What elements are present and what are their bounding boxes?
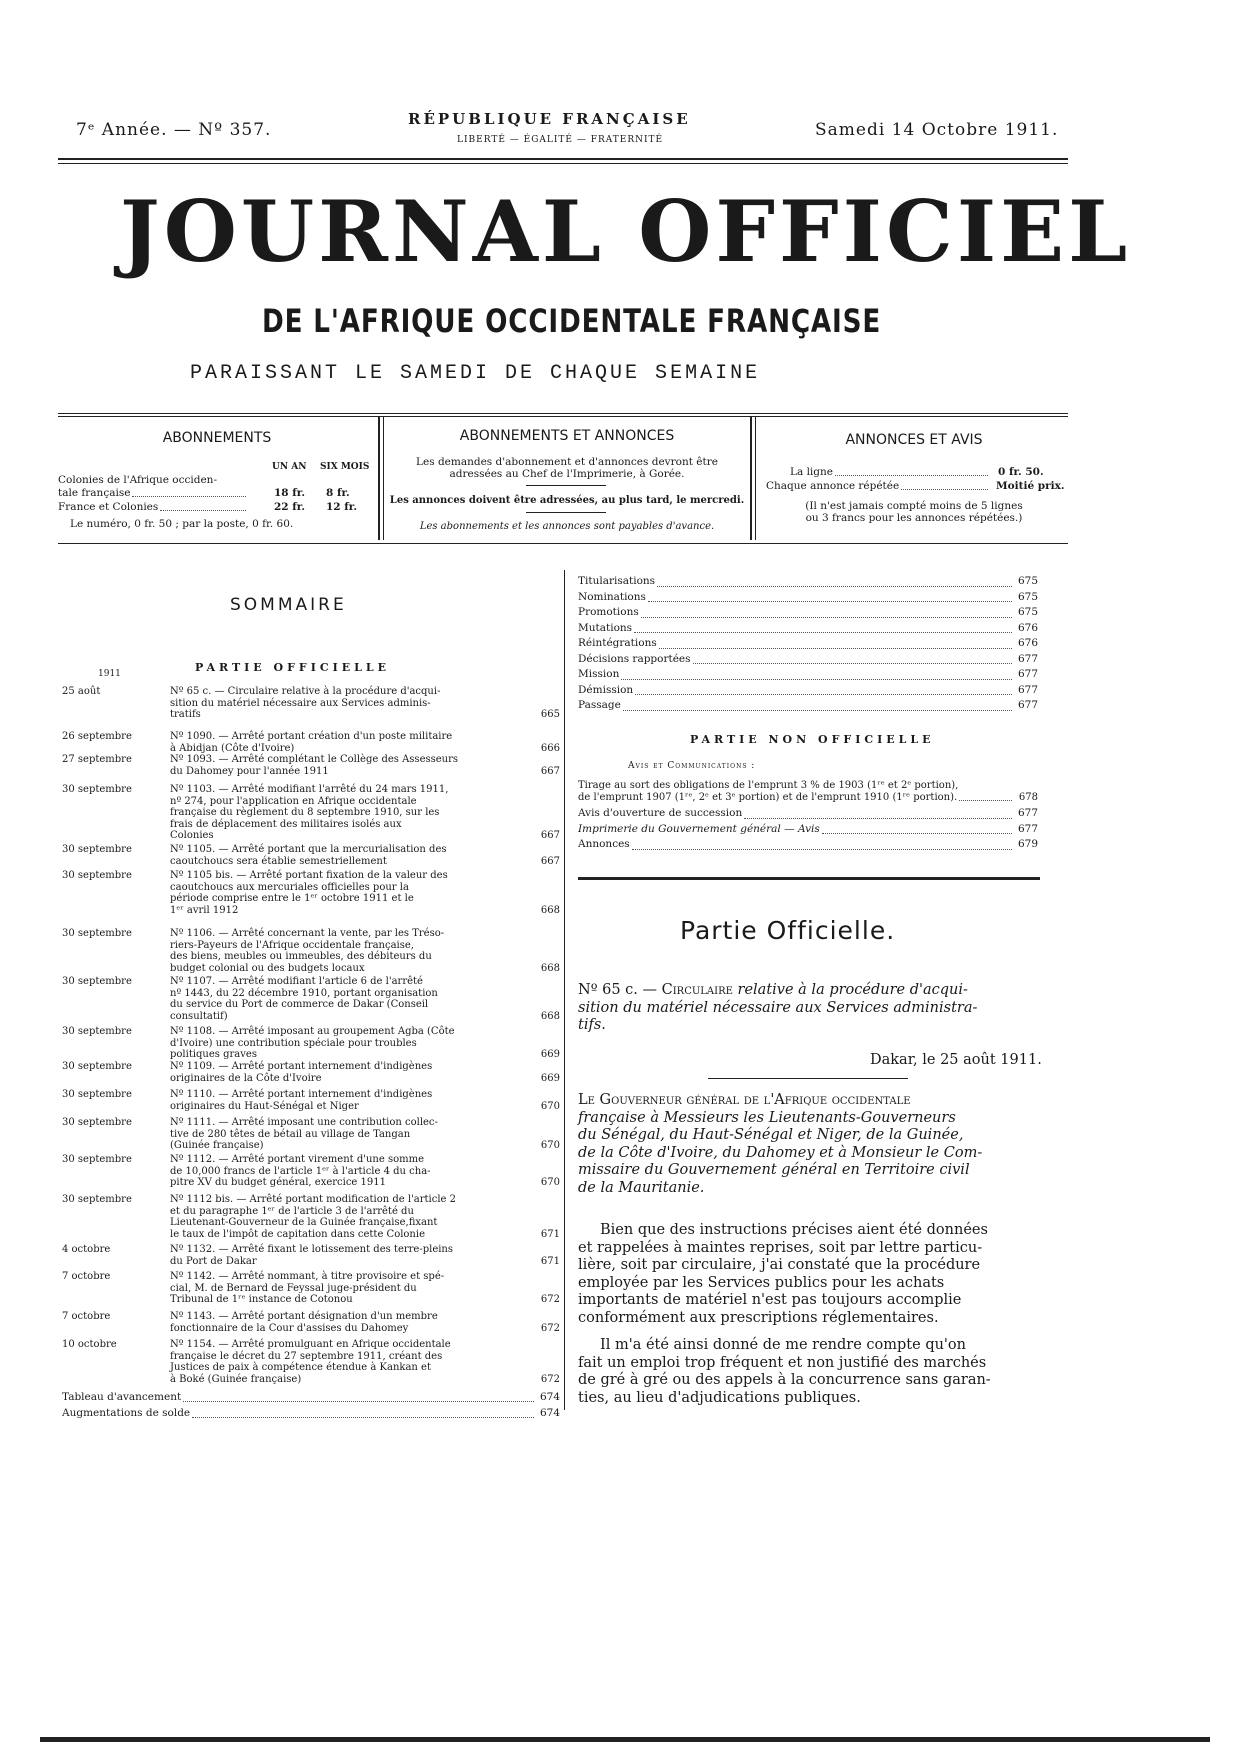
box-annonces-avis (760, 418, 1068, 540)
entry-line: période comprise entre le 1ᵉʳ octobre 1911 et le (170, 893, 414, 904)
entry-text (170, 928, 522, 974)
entry-line: Nº 1110. — Arrêté portant internement d'indigènes (170, 1089, 433, 1100)
entry-text (170, 844, 522, 867)
col-six-mois: SIX MOIS (320, 462, 370, 472)
entry-line: frais de déplacement des militaires isolés aux (170, 818, 402, 830)
repetee-label: Chaque annonce répétée (766, 480, 900, 492)
right-list-row[interactable] (578, 667, 1038, 683)
address-line: de la Côte d'Ivoire, du Dahomey et à Monsieur le Com- (578, 1144, 983, 1161)
entry-date: 30 septembre (62, 1026, 132, 1037)
ligne-row (790, 466, 990, 479)
toc-label: Passage (578, 699, 621, 711)
entry-line: du Port de Dakar (170, 1255, 257, 1267)
toc-page: 676 (1017, 637, 1038, 649)
circ-number: Nº 65 c. (578, 982, 638, 998)
entry-text (170, 686, 522, 721)
republic-motto: LIBERTÉ — ÉGALITÉ — FRATERNITÉ (457, 135, 664, 145)
toc-page: 677 (1017, 668, 1038, 680)
repetee-value: Moitié prix. (996, 480, 1065, 492)
row-france-six-mois: 12 fr. (326, 501, 358, 513)
entry-line: Lieutenant-Gouverneur de la Guinée française,fixant (170, 1217, 438, 1228)
tail-page-1: 674 (539, 1407, 560, 1419)
circ-address (578, 1092, 1038, 1197)
right-list-row[interactable] (578, 621, 1038, 637)
para1-line: lière, soit par circulaire, j'ai constaté que la procédure (578, 1257, 981, 1273)
circulaire-header: Nº 65 c. — Circulaire relative à la procédure d'acqui- sition du matériel nécessaire aux Services administra- tifs. (578, 982, 1038, 1035)
box-annonces-avis-title: ANNONCES ET AVIS (845, 432, 983, 448)
entry-date: 4 octobre (62, 1244, 111, 1255)
entry-text (170, 1154, 522, 1189)
ligne-value: 0 fr. 50. (998, 466, 1044, 478)
box-abonnements-title: ABONNEMENTS (162, 430, 272, 446)
entry-text (170, 1117, 522, 1152)
toc-page: 677 (1017, 822, 1038, 835)
entry-line: fonctionnaire de la Cour d'assises du Dahomey (170, 1322, 409, 1334)
toc-page: 675 (1017, 575, 1038, 587)
entry-line: originaires du Haut-Sénégal et Niger (170, 1100, 359, 1112)
entry-date: 30 septembre (62, 928, 132, 939)
entry-text (170, 976, 522, 1022)
entry-line: nº 1443, du 22 décembre 1910, portant organisation (170, 987, 438, 999)
tail-row-1[interactable] (62, 1405, 560, 1421)
row-france-label (58, 501, 248, 514)
row-afrique-label (58, 487, 248, 500)
entry-line: originaires de la Côte d'Ivoire (170, 1072, 322, 1084)
circ-para1 (578, 1222, 1038, 1327)
tail-row-0[interactable] (62, 1389, 560, 1405)
toc-label: Avis d'ouverture de succession (578, 807, 743, 819)
toc-page: 677 (1017, 652, 1038, 665)
row-france-text: France et Colonies (58, 501, 159, 513)
tirage-line2: de l'emprunt 1907 (1ʳᵉ, 2ᵉ et 3ᵉ portion) et de l'emprunt 1910 (1ʳᵉ portion). (578, 792, 958, 803)
toc-label: Décisions rapportées (578, 652, 691, 665)
entry-text (170, 1089, 522, 1112)
entry-date: 30 septembre (62, 1117, 132, 1128)
entry-page: 665 (540, 709, 560, 720)
address-line: du Sénégal, du Haut-Sénégal et Niger, de la Guinée, (578, 1127, 964, 1143)
entry-text (170, 1311, 522, 1334)
annonces-note1: (Il n'est jamais compté moins de 5 lignes (805, 500, 1023, 512)
row-afrique-label-a: Colonies de l'Afrique occiden- (58, 474, 217, 486)
partie-non-officielle-heading: PARTIE NON OFFICIELLE (690, 733, 935, 746)
entry-line: caoutchoucs sera établie semestriellement (170, 855, 387, 867)
entry-line: Nº 1106. — Arrêté concernant la vente, par les Tréso- (170, 928, 445, 939)
toc-label: Mutations (578, 621, 633, 634)
right-list-row[interactable] (578, 590, 1038, 606)
tail-label-1: Augmentations de solde (62, 1407, 191, 1419)
annonces-note2: ou 3 francs pour les annonces répétées.) (805, 512, 1023, 524)
entry-line: Nº 1103. — Arrêté modifiant l'arrêté du 24 mars 1911, (170, 784, 449, 795)
entry-line: à Abidjan (Côte d'Ivoire) (170, 742, 295, 754)
entry-line: (Guinée française) (170, 1140, 264, 1151)
nonoff-list-row[interactable] (578, 806, 1038, 822)
toc-page: 677 (1017, 683, 1038, 696)
entry-line: caoutchoucs aux mercuriales officielles pour la (170, 881, 409, 893)
entry-line: consultatif) (170, 1010, 228, 1022)
entry-date: 25 août (62, 686, 101, 697)
tail-label-0: Tableau d'avancement (62, 1391, 182, 1403)
entry-date: 26 septembre (62, 731, 132, 742)
entry-text (170, 784, 522, 842)
para1-line: et rappelées à maintes reprises, soit par lettre particu- (578, 1239, 983, 1256)
toc-page: 675 (1017, 590, 1038, 603)
box-abonnements-annonces-title: ABONNEMENTS ET ANNONCES (459, 428, 675, 444)
row-france-un-an: 22 fr. (274, 501, 306, 513)
entry-line: Nº 1109. — Arrêté portant internement d'indigènes (170, 1061, 433, 1072)
entry-date: 27 septembre (62, 754, 132, 765)
entry-page: 670 (540, 1140, 560, 1151)
entry-page: 668 (540, 1010, 560, 1022)
toc-page: 679 (1017, 838, 1038, 850)
entry-page: 669 (540, 1049, 560, 1060)
annonces-line3: Les annonces doivent être adressées, au plus tard, le mercredi. (389, 495, 745, 506)
avis-communications: Avis et Communications : (628, 761, 756, 771)
entry-line: Nº 1107. — Arrêté modifiant l'article 6 de l'arrêté (170, 976, 423, 987)
entry-line: Nº 1142. — Arrêté nommant, à titre provisoire et spé- (170, 1271, 445, 1282)
circ-label: Circulaire (661, 982, 733, 998)
tirage-entry[interactable] (578, 780, 1038, 804)
entry-text (170, 1339, 522, 1385)
entry-text (170, 731, 522, 754)
entry-line: et du paragraphe 1ᵉʳ de l'article 3 de l'arrêté du (170, 1205, 414, 1217)
annonces-line1: Les demandes d'abonnement et d'annonces devront être (416, 456, 718, 468)
entry-text (170, 1194, 522, 1240)
entry-page: 670 (540, 1177, 560, 1188)
entry-line: française le décret du 27 septembre 1911, créant des (170, 1350, 443, 1362)
entry-date: 30 septembre (62, 1061, 132, 1072)
para2-line: de gré à gré ou des appels à la concurrence sans garan- (578, 1372, 991, 1388)
sommaire-tail (62, 1389, 560, 1421)
entry-page: 667 (540, 765, 560, 777)
issue-date: Samedi 14 Octobre 1911. (815, 120, 1059, 140)
entry-line: sition du matériel nécessaire aux Services adminis- (170, 697, 431, 709)
right-list-row[interactable] (578, 698, 1038, 714)
row-afrique-label-b: tale française (58, 487, 131, 499)
entry-line: des biens, meubles ou immeubles, des débiteurs du (170, 951, 432, 962)
journal-title: JOURNAL OFFICIEL (120, 182, 1132, 281)
numero-price: Le numéro, 0 fr. 50 ; par la poste, 0 fr. 60. (70, 518, 294, 530)
right-list-row[interactable] (578, 652, 1038, 668)
para2-line: fait un emploi trop fréquent et non justifié des marchés (578, 1354, 987, 1371)
entry-line: du Dahomey pour l'année 1911 (170, 765, 329, 777)
circ-title-1: relative à la procédure d'acqui- (737, 982, 968, 998)
sommaire-title: SOMMAIRE (230, 595, 347, 615)
entry-date: 30 septembre (62, 844, 132, 855)
entry-date: 30 septembre (62, 784, 132, 795)
entry-page: 666 (540, 742, 560, 754)
entry-line: Nº 1143. — Arrêté portant désignation d'un membre (170, 1311, 438, 1322)
annonces-line4: Les abonnements et les annonces sont payables d'avance. (419, 521, 715, 532)
right-list-row[interactable] (578, 636, 1038, 652)
entry-line: d'Ivoire) une contribution spéciale pour troubles (170, 1037, 417, 1049)
entry-line: Nº 1105. — Arrêté portant que la mercurialisation des (170, 844, 447, 855)
partie-officielle-heading: PARTIE OFFICIELLE (195, 661, 390, 674)
row-afrique-six-mois: 8 fr. (326, 487, 350, 499)
entry-line: 1ᵉʳ avril 1912 (170, 904, 239, 916)
entry-line: Nº 1111. — Arrêté imposant une contribution collec- (170, 1117, 438, 1128)
circ-title-3: tifs. (578, 1017, 606, 1033)
entry-date: 7 octobre (62, 1271, 111, 1282)
entry-date: 30 septembre (62, 1154, 132, 1165)
ligne-label: La ligne (790, 466, 833, 478)
entry-line: Nº 65 c. — Circulaire relative à la procédure d'acqui- (170, 686, 441, 697)
toc-label: Réintégrations (578, 637, 657, 649)
entry-line: Justices de paix à compétence étendue à Kankan et (170, 1362, 431, 1373)
toc-label: Démission (578, 683, 634, 696)
toc-page: 677 (1017, 699, 1038, 711)
entry-line: Tribunal de 1ʳᵉ instance de Cotonou (170, 1294, 353, 1305)
entry-line: Nº 1093. — Arrêté complétant le Collège des Assesseurs (170, 754, 459, 765)
entry-page: 671 (540, 1255, 560, 1267)
toc-label: Nominations (578, 590, 646, 603)
tirage-line1: Tirage au sort des obligations de l'emprunt 3 % de 1903 (1ʳᵉ et 2ᵉ portion), (578, 780, 959, 791)
entry-page: 672 (540, 1322, 560, 1334)
entry-line: le taux de l'impôt de capitation dans cette Colonie (170, 1228, 425, 1240)
entry-date: 30 septembre (62, 1194, 132, 1205)
nonoff-list-row[interactable] (578, 837, 1038, 853)
entry-text (170, 754, 522, 777)
entry-line: Nº 1112. — Arrêté portant virement d'une somme (170, 1154, 424, 1165)
entry-line: budget colonial ou des budgets locaux (170, 962, 365, 974)
entry-page: 672 (540, 1373, 560, 1385)
entry-line: politiques graves (170, 1049, 257, 1060)
box-abonnements-annonces (386, 418, 748, 540)
entry-date: 30 septembre (62, 976, 132, 987)
entry-line: nº 274, pour l'application en Afrique occidentale (170, 795, 417, 807)
entry-line: de 10,000 francs de l'article 1ᵉʳ à l'article 4 du cha- (170, 1165, 431, 1177)
right-list-row[interactable] (578, 605, 1038, 621)
entry-date: 30 septembre (62, 870, 132, 881)
para1-line: employée par les Services publics pour les achats (578, 1274, 945, 1291)
entry-text (170, 1244, 522, 1267)
para1-line: conformément aux prescriptions réglementaires. (578, 1309, 939, 1326)
entry-date: 10 octobre (62, 1339, 117, 1350)
entry-line: tive de 280 têtes de bétail au village de Tangan (170, 1128, 411, 1140)
annonces-line2: adressées au Chef de l'Imprimerie, à Gorée. (449, 468, 685, 480)
partie-officielle-title: Partie Officielle. (680, 916, 896, 945)
circ-para2 (578, 1337, 1038, 1407)
entry-page: 667 (540, 855, 560, 867)
toc-label: Mission (578, 668, 620, 680)
entry-line: Nº 1105 bis. — Arrêté portant fixation de la valeur des (170, 870, 448, 881)
entry-date: 7 octobre (62, 1311, 111, 1322)
col-un-an: UN AN (272, 462, 307, 472)
circ-dateline: Dakar, le 25 août 1911. (870, 1052, 1042, 1068)
right-toc (578, 574, 1038, 714)
entry-page: 667 (540, 830, 560, 841)
para2-line: Il m'a été ainsi donné de me rendre compte qu'on (600, 1337, 966, 1353)
issue-number: 7ᵉ Année. — Nº 357. (76, 120, 272, 140)
entry-page: 671 (540, 1228, 560, 1240)
entry-page: 668 (540, 904, 560, 916)
tail-page-0: 674 (539, 1391, 560, 1403)
right-list-row[interactable] (578, 574, 1038, 590)
journal-subtitle: DE L'AFRIQUE OCCIDENTALE FRANÇAISE (262, 302, 882, 340)
entry-line: Nº 1154. — Arrêté promulguant en Afrique occidentale (170, 1339, 451, 1350)
toc-label: Imprimerie du Gouvernement général — Avis (578, 822, 820, 835)
nonoff-list-row[interactable] (578, 822, 1038, 838)
toc-label: Annonces (578, 838, 630, 850)
para2-line: ties, au lieu d'adjudications publiques. (578, 1389, 861, 1406)
tirage-page: 678 (1018, 792, 1038, 803)
publication-tagline: PARAISSANT LE SAMEDI DE CHAQUE SEMAINE (190, 362, 761, 385)
entry-text (170, 1061, 522, 1084)
entry-line: riers-Payeurs de l'Afrique occidentale française, (170, 939, 414, 951)
entry-text (170, 870, 522, 916)
toc-page: 677 (1017, 807, 1038, 819)
entry-text (170, 1026, 522, 1061)
toc-page: 675 (1017, 606, 1038, 618)
entry-line: Nº 1112 bis. — Arrêté portant modification de l'article 2 (170, 1194, 457, 1205)
address-line: missaire du Gouvernement général en Territoire civil (578, 1162, 970, 1178)
entry-line: à Boké (Guinée française) (170, 1373, 302, 1385)
entry-line: Nº 1090. — Arrêté portant création d'un poste militaire (170, 731, 453, 742)
row-afrique-un-an: 18 fr. (274, 487, 306, 499)
box-abonnements (58, 418, 376, 540)
entry-line: pitre XV du budget général, exercice 1911 (170, 1177, 386, 1188)
toc-label: Promotions (578, 606, 639, 618)
entry-page: 672 (540, 1294, 560, 1305)
entry-page: 668 (540, 962, 560, 974)
address-line: française à Messieurs les Lieutenants-Gouverneurs (578, 1109, 956, 1126)
entry-page: 670 (540, 1100, 560, 1112)
toc-page: 676 (1017, 621, 1038, 634)
entry-line: française du règlement du 8 septembre 1910, sur les (170, 807, 440, 818)
entry-line: cial, M. de Bernard de Feyssal juge-président du (170, 1282, 417, 1294)
address-line: de la Mauritanie. (578, 1179, 705, 1196)
right-list-row[interactable] (578, 683, 1038, 699)
para1-line: Bien que des instructions précises aient été données (600, 1222, 988, 1238)
repetee-row (766, 480, 990, 493)
circ-title-2: sition du matériel nécessaire aux Services administra- (578, 999, 978, 1016)
entry-line: Nº 1108. — Arrêté imposant au groupement Agba (Côte (170, 1026, 455, 1037)
entry-line: Colonies (170, 830, 214, 841)
toc-label: Titularisations (578, 575, 656, 587)
sommaire-year: 1911 (98, 669, 121, 679)
entry-line: tratifs (170, 709, 201, 720)
republic-label: RÉPUBLIQUE FRANÇAISE (408, 110, 691, 128)
entry-page: 669 (540, 1072, 560, 1084)
non-officielle-list (578, 806, 1038, 853)
address-line: Le Gouverneur général de l'Afrique occidentale (578, 1092, 911, 1108)
entry-text (170, 1271, 522, 1306)
entry-date: 30 septembre (62, 1089, 132, 1100)
para1-line: importants de matériel n'est pas toujours accomplie (578, 1292, 962, 1308)
entry-line: Nº 1132. — Arrêté fixant le lotissement des terre-pleins (170, 1244, 454, 1255)
entry-line: du service du Port de commerce de Dakar (Conseil (170, 999, 429, 1010)
